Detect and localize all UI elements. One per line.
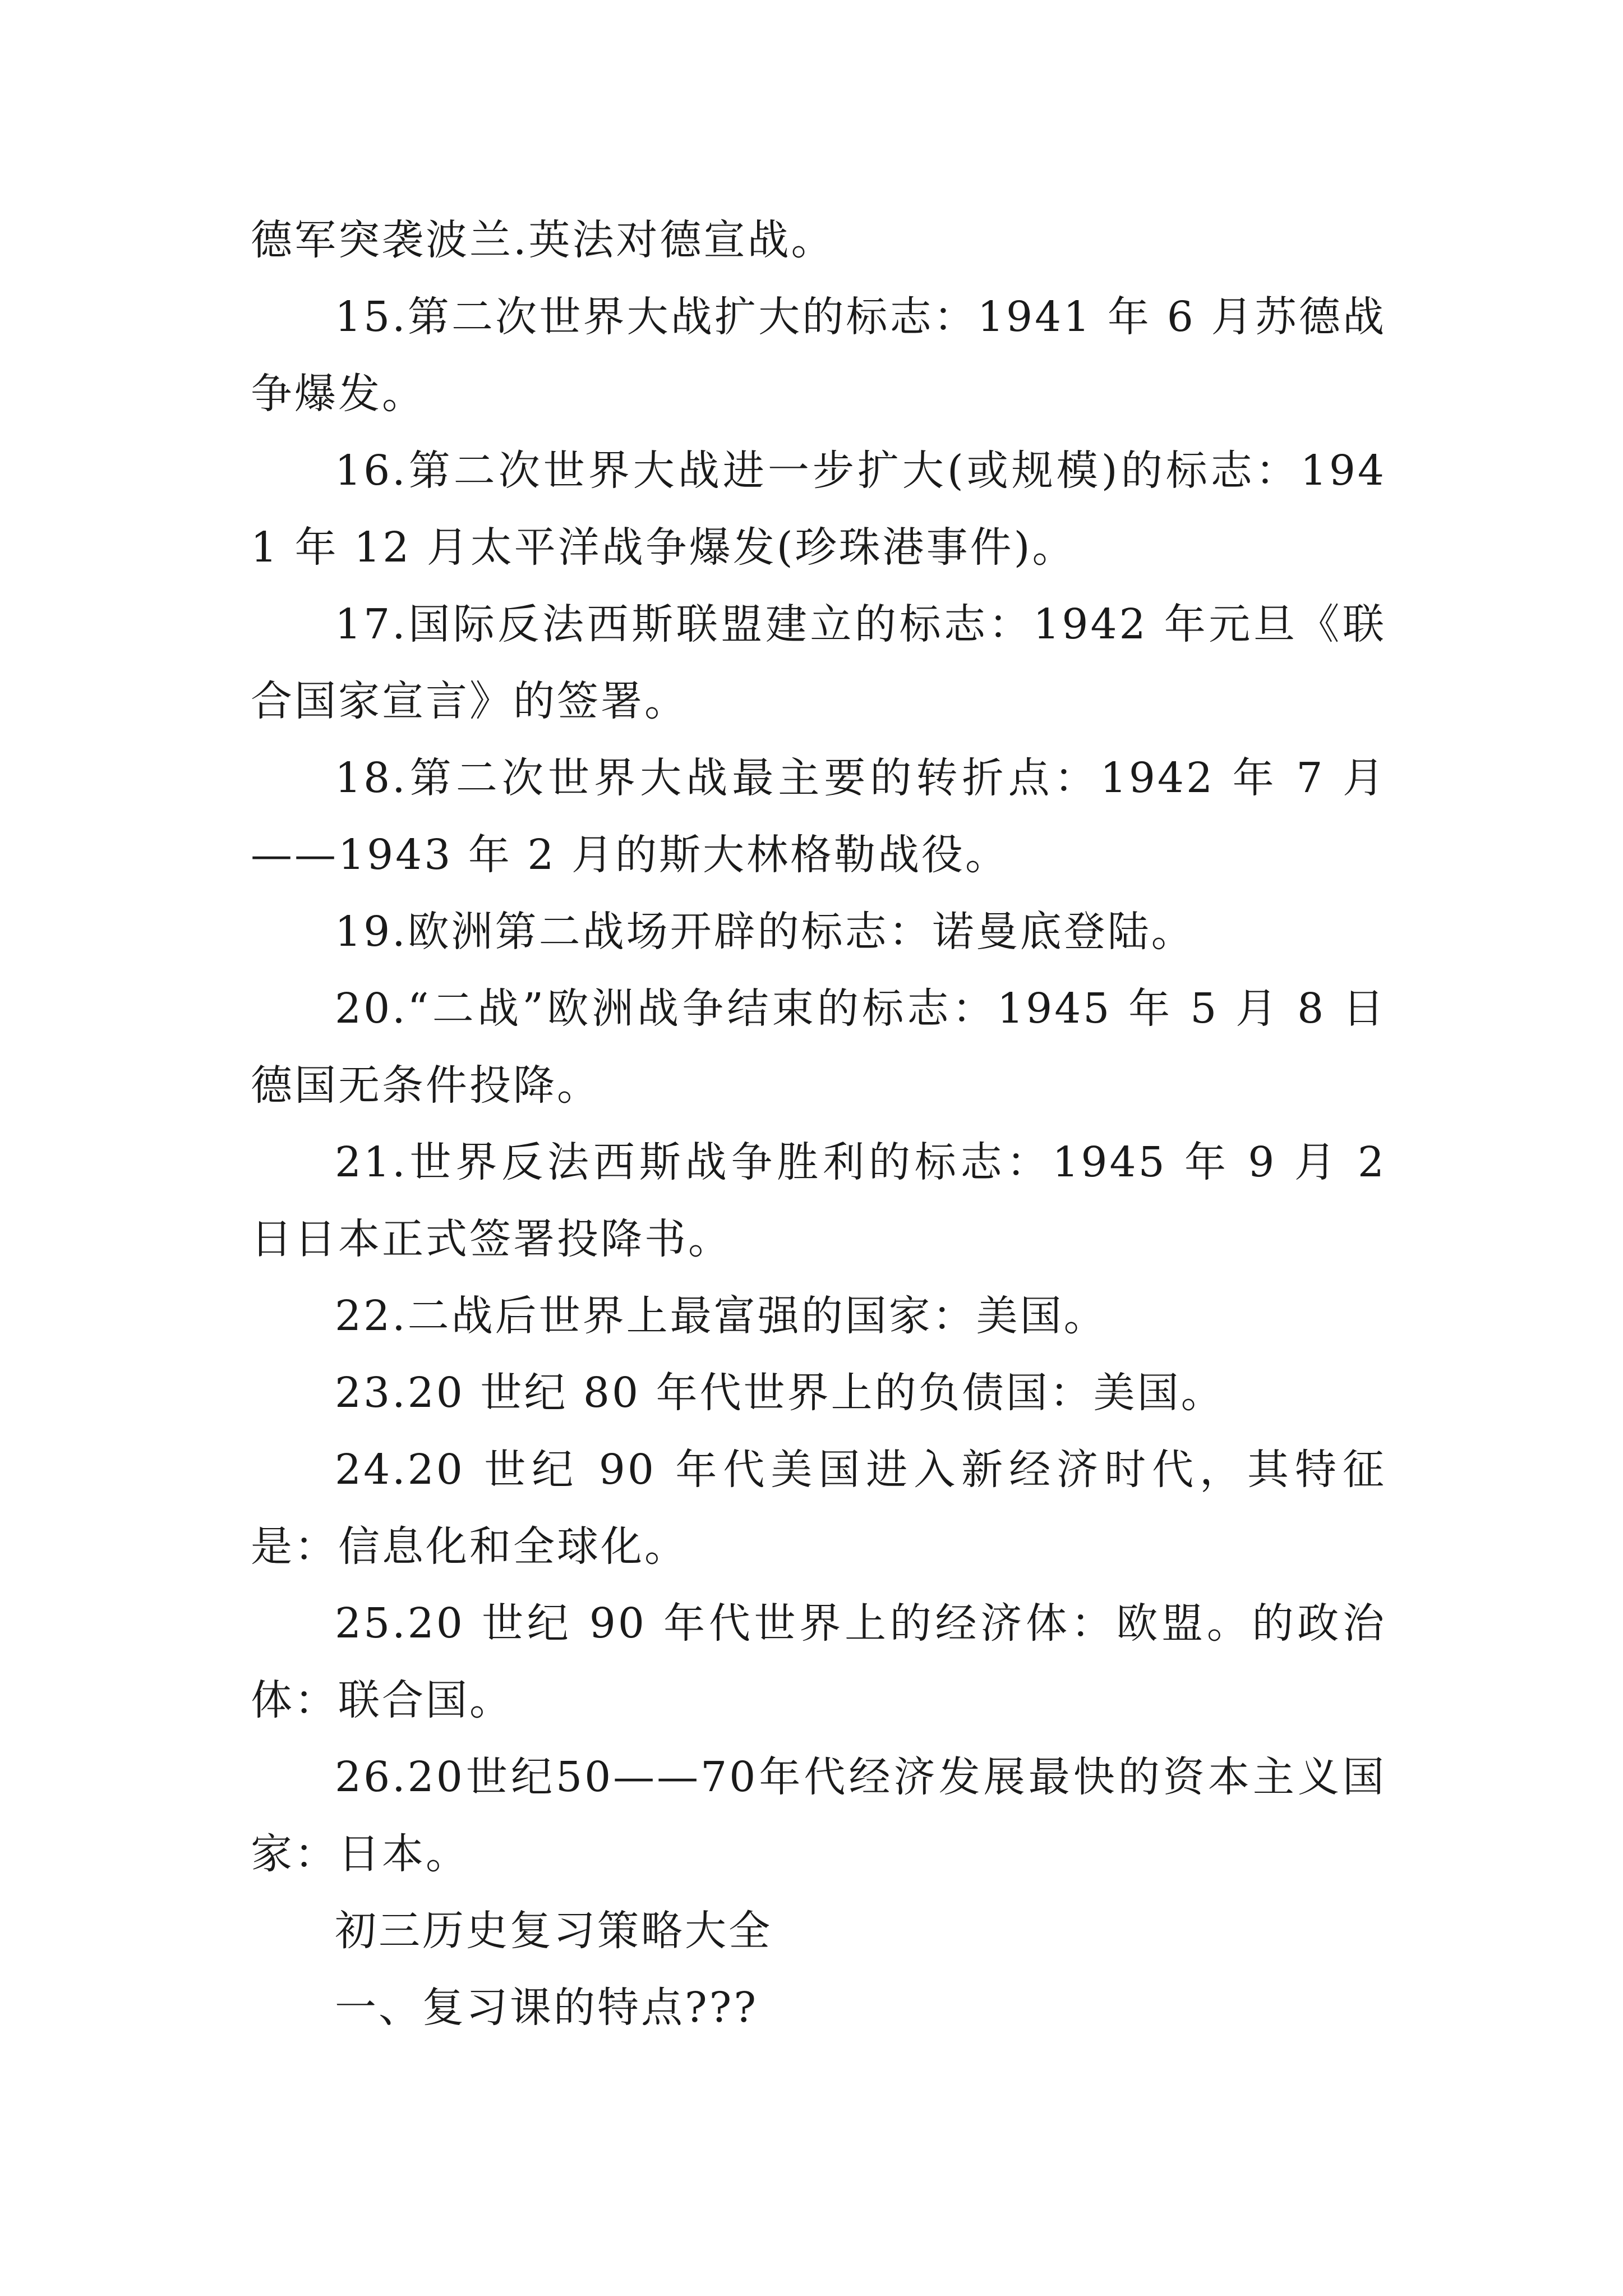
paragraph-item-17: 17.国际反法西斯联盟建立的标志：1942 年元旦《联合国家宣言》的签署。 xyxy=(251,600,1386,725)
paragraph-item-15: 15.第二次世界大战扩大的标志：1941 年 6 月苏德战争爆发。 xyxy=(251,293,1386,418)
section-heading: 一、复习课的特点??? xyxy=(335,1984,759,2032)
paragraph-item-16: 16.第二次世界大战进一步扩大(或规模)的标志：1941 年 12 月太平洋战争爆发(珍珠港事件)。 xyxy=(251,447,1386,572)
section-title: 初三历史复习策略大全 xyxy=(335,1907,772,1955)
paragraph-continuation: 德军突袭波兰.英法对德宣战。 xyxy=(251,216,835,264)
paragraph-item-18: 18.第二次世界大战最主要的转折点：1942 年 7 月——1943 年 2 月的斯大林格勒战役。 xyxy=(251,754,1386,879)
paragraph-item-19: 19.欧洲第二战场开辟的标志：诺曼底登陆。 xyxy=(335,908,1195,956)
paragraph-item-25: 25.20 世纪 90 年代世界上的经济体：欧盟。的政治体：联合国。 xyxy=(251,1599,1386,1724)
paragraph-item-23: 23.20 世纪 80 年代世界上的负债国：美国。 xyxy=(335,1369,1225,1417)
paragraph-item-24: 24.20 世纪 90 年代美国进入新经济时代，其特征是：信息化和全球化。 xyxy=(251,1446,1386,1571)
document-body xyxy=(251,202,1386,2046)
paragraph-item-20: 20.“二战”欧洲战争结束的标志：1945 年 5 月 8 日德国无条件投降。 xyxy=(251,984,1386,1110)
paragraph-item-22: 22.二战后世界上最富强的国家：美国。 xyxy=(335,1292,1108,1340)
paragraph-item-26: 26.20世纪50——70年代经济发展最快的资本主义国家：日本。 xyxy=(251,1753,1386,1878)
paragraph-item-21: 21.世界反法西斯战争胜利的标志：1945 年 9 月 2 日日本正式签署投降书。 xyxy=(251,1138,1386,1263)
